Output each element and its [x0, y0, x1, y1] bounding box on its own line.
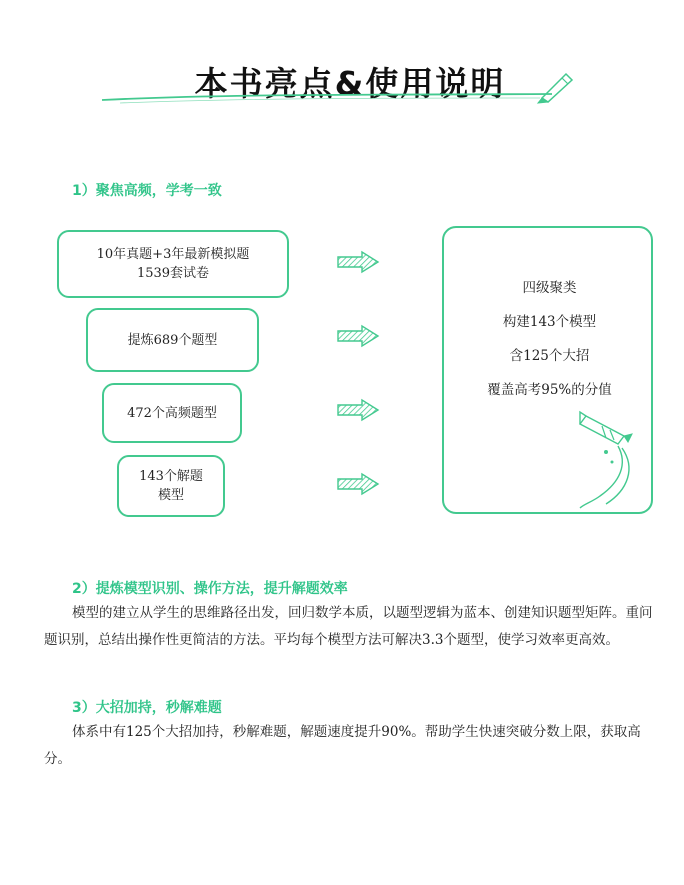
arrow-icon — [336, 324, 380, 348]
funnel-level-1 — [57, 230, 289, 298]
section1-heading: 1）聚焦高频，学考一致 — [72, 183, 222, 199]
funnel-level-2-line1: 提炼689个题型 — [127, 332, 218, 348]
title-underline — [100, 86, 560, 106]
section3-heading: 3）大招加持，秒解难题 — [72, 700, 222, 716]
summary-line-1: 四级聚类 — [522, 280, 577, 296]
funnel-level-1-line1: 10年真题+3年最新模拟题 — [96, 247, 250, 262]
section2-heading: 2）提炼模型识别、操作方法，提升解题效率 — [72, 581, 348, 597]
arrow-icon — [336, 250, 380, 274]
rocket-icon — [540, 408, 644, 512]
pen-icon — [536, 68, 578, 104]
arrow-icon — [336, 398, 380, 422]
summary-line-3: 含125个大招 — [509, 348, 590, 364]
summary-line-4: 覆盖高考95%的分值 — [487, 382, 612, 398]
funnel-level-4-line1: 143个解题 — [139, 469, 203, 484]
page-title: 本书亮点&使用说明 — [194, 64, 506, 103]
funnel-level-4-line2: 模型 — [157, 488, 184, 503]
section2-paragraph: 模型的建立从学生的思维路径出发，回归数学本质，以题型逻辑为蓝本、创建知识题型矩阵。重问题识别，总结出操作性更简洁的方法。平均每个模型方法可解决3.3个题型，使学习效率更高效。 — [44, 605, 653, 648]
funnel-level-1-line2: 1539套试卷 — [136, 266, 210, 281]
funnel-level-3-line1: 472个高频题型 — [127, 405, 217, 421]
arrow-icon — [336, 472, 380, 496]
summary-line-2: 构建143个模型 — [502, 314, 597, 330]
section3-paragraph: 体系中有125个大招加持，秒解难题，解题速度提升90%。帮助学生快速突破分数上限，获取高分。 — [44, 724, 641, 767]
funnel-level-3 — [102, 383, 242, 443]
funnel-level-4 — [117, 455, 225, 517]
funnel-level-2 — [86, 308, 259, 372]
